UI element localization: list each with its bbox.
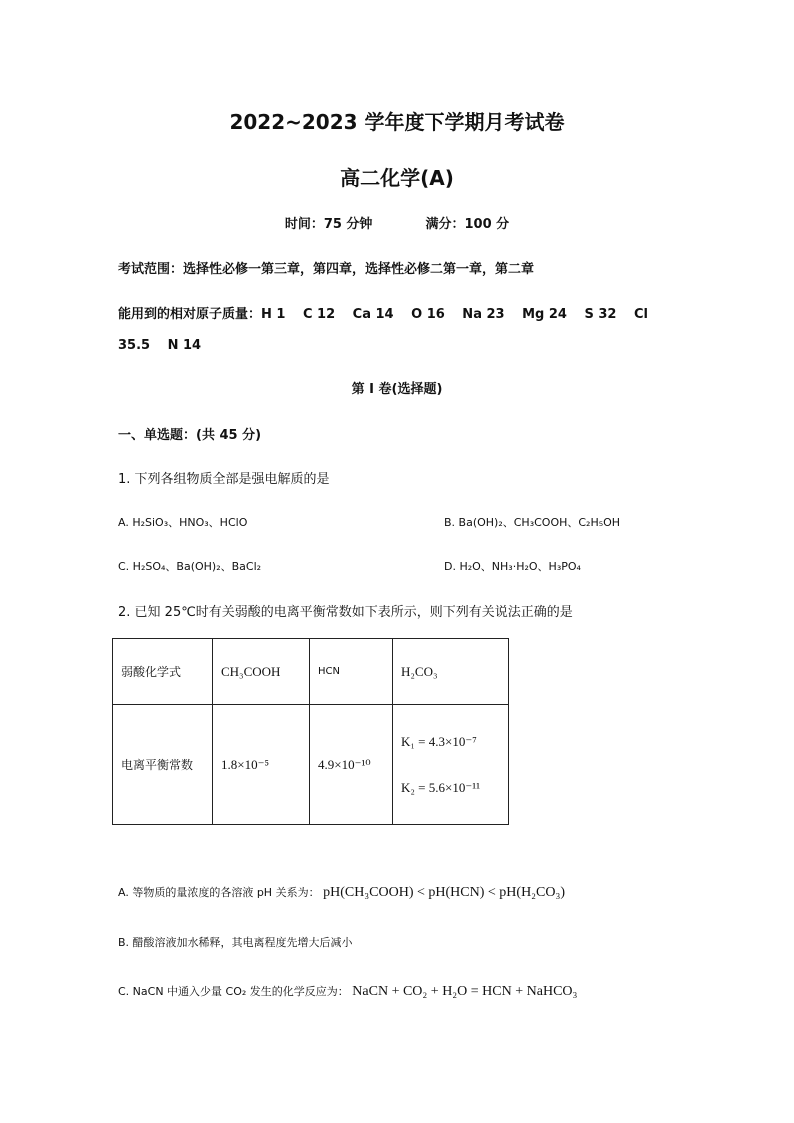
volume-title: 第 I 卷(选择题) bbox=[351, 382, 443, 397]
table-row bbox=[113, 705, 509, 825]
exam-time: 时间：75 分钟 bbox=[284, 217, 373, 232]
table-header-label: 弱酸化学式 bbox=[113, 639, 213, 705]
atomic-masses-line2: 35.5 N 14 bbox=[118, 338, 202, 353]
carbonic-k2: K₂ = 5.6×10⁻¹¹ bbox=[401, 779, 480, 795]
q2-stem: 2. 已知 25℃时有关弱酸的电离平衡常数如下表所示，则下列有关说法正确的是 bbox=[118, 605, 573, 620]
table-header-hcn: HCN bbox=[310, 639, 393, 705]
exam-scope: 考试范围：选择性必修一第三章，第四章，选择性必修二第一章，第二章 bbox=[118, 262, 535, 277]
table-value-acetic: 1.8×10⁻⁵ bbox=[213, 705, 310, 825]
exam-score: 满分：100 分 bbox=[425, 217, 510, 232]
atomic-masses-line1: 能用到的相对原子质量：H 1 C 12 Ca 14 O 16 Na 23 Mg 24 S 32 Cl bbox=[118, 307, 648, 322]
table-value-hcn: 4.9×10⁻¹⁰ bbox=[310, 705, 393, 825]
q2-option-c bbox=[118, 983, 577, 1000]
q2-option-a-formula: pH(CH₃COOH) < pH(HCN) < pH(H₂CO₃) bbox=[323, 885, 566, 900]
exam-title: 2022~2023 学年度下学期月考试卷 bbox=[229, 110, 565, 134]
section-title: 一、单选题：(共 45 分) bbox=[118, 428, 262, 443]
q1-option-a: A. H₂SiO₃、HNO₃、HClO bbox=[118, 516, 248, 529]
q1-option-b: B. Ba(OH)₂、CH₃COOH、C₂H₅OH bbox=[444, 516, 621, 529]
q2-option-c-formula: NaCN + CO₂ + H₂O = HCN + NaHCO₃ bbox=[352, 984, 578, 999]
q1-stem: 1. 下列各组物质全部是强电解质的是 bbox=[118, 472, 330, 487]
q2-option-b: B. 醋酸溶液加水稀释，其电离程度先增大后减小 bbox=[118, 936, 353, 949]
table-value-carbonic bbox=[393, 705, 509, 825]
q2-option-a bbox=[118, 884, 565, 901]
q2-option-c-text: C. NaCN 中通入少量 CO₂ 发生的化学反应为： bbox=[118, 985, 349, 998]
constants-table bbox=[112, 638, 509, 825]
table-header-acetic: CH₃COOH bbox=[213, 639, 310, 705]
table-row bbox=[113, 639, 509, 705]
time-score-line bbox=[0, 213, 794, 232]
q1-option-d: D. H₂O、NH₃·H₂O、H₃PO₄ bbox=[444, 560, 581, 573]
carbonic-k1: K₁ = 4.3×10⁻⁷ bbox=[401, 733, 477, 749]
q1-option-c: C. H₂SO₄、Ba(OH)₂、BaCl₂ bbox=[118, 560, 262, 573]
q2-option-a-text: A. 等物质的量浓度的各溶液 pH 关系为： bbox=[118, 886, 320, 899]
subject-title: 高二化学(A) bbox=[340, 166, 454, 190]
table-row-label: 电离平衡常数 bbox=[113, 705, 213, 825]
table-header-carbonic: H₂CO₃ bbox=[393, 639, 509, 705]
